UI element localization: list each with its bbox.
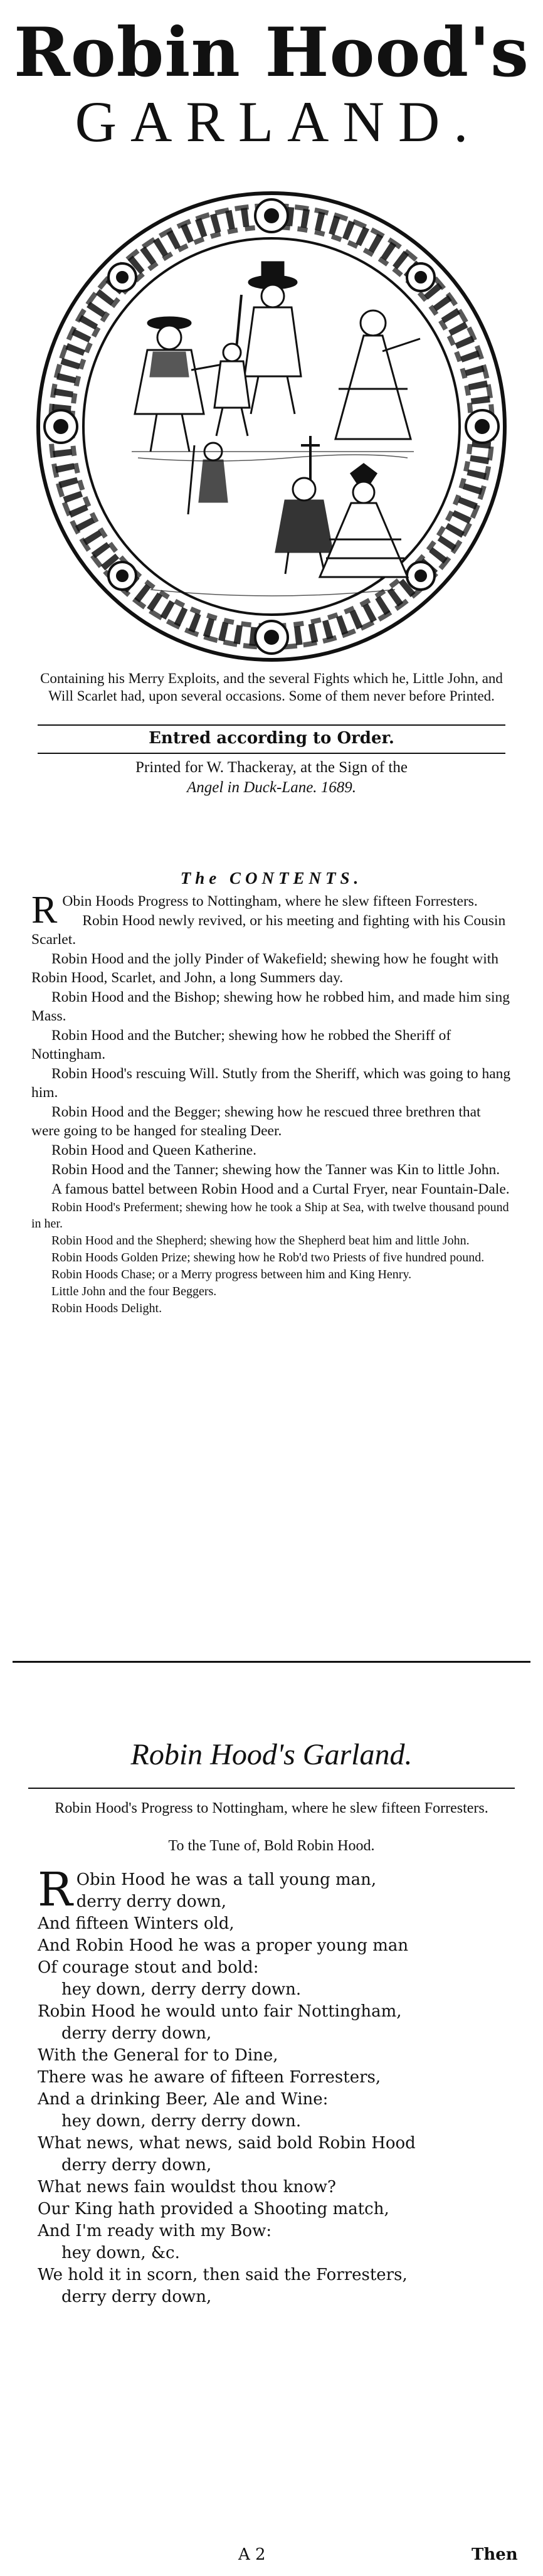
verse-line: What news, what news, said bold Robin Hood xyxy=(38,2134,416,2153)
verse-line: Our King hath provided a Shooting match, xyxy=(38,2200,389,2218)
ballad-title-rule xyxy=(28,1788,515,1789)
title-description: Containing his Merry Exploits, and the several Fights which he, Little John, and Will Scarlet had, upon several occasions. Some of them never before Printed. xyxy=(40,671,503,704)
contents-entry-small: Robin Hood and the Shepherd; shewing how the Shepherd beat him and little John. xyxy=(51,1234,470,1248)
contents-entry: A famous battel between Robin Hood and a Curtal Fryer, near Fountain-Dale. xyxy=(51,1181,510,1197)
contents-entry: R Obin Hoods Progress to Nottingham, where he slew fifteen Forresters. xyxy=(31,889,478,931)
ballad-subtitle: Robin Hood's Progress to Nottingham, where he slew fifteen Forresters. xyxy=(55,1800,488,1816)
imprint-line-1: Printed for W. Thackeray, at the Sign of the xyxy=(135,759,408,776)
contents-section xyxy=(31,869,512,1317)
contents-entry: Robin Hood and the Bishop; shewing how he robbed him, and made him sing Mass. xyxy=(31,989,510,1024)
figure-dancer xyxy=(214,344,250,436)
rule-above-entered xyxy=(38,724,505,726)
verse-line: And Robin Hood he was a proper young man xyxy=(38,1936,409,1955)
figure-robin-hood xyxy=(135,317,226,452)
verse-line: derry derry down, xyxy=(61,2024,212,2043)
page-divider xyxy=(13,1661,530,1663)
ballad-title: Robin Hood's Garland. xyxy=(130,1738,413,1771)
entered-notice: Entred according to Order. xyxy=(149,729,394,748)
verse-line: With the General for to Dine, xyxy=(38,2046,278,2065)
contents-list xyxy=(31,889,512,1317)
contents-heading: The CONTENTS. xyxy=(180,869,363,888)
contents-entry-small: Robin Hoods Delight. xyxy=(51,1301,162,1315)
imprint xyxy=(38,758,505,798)
scene-figures xyxy=(132,262,420,596)
figure-maid xyxy=(335,310,420,439)
title-line-1: Robin Hood's xyxy=(14,13,529,92)
verse-line: Of courage stout and bold: xyxy=(38,1958,259,1977)
verse-refrain: hey down, derry derry down. xyxy=(61,2112,302,2131)
verse-line: R Obin Hood he was a tall young man, xyxy=(38,1863,377,1917)
contents-entry: Robin Hood and Queen Katherine. xyxy=(51,1142,256,1158)
contents-entry: Robin Hood and the Butcher; shewing how he robbed the Sheriff of Nottingham. xyxy=(31,1027,451,1063)
signature-mark: A 2 xyxy=(238,2545,266,2564)
contents-entry: Robin Hood and the Tanner; shewing how the Tanner was Kin to little John. xyxy=(51,1162,500,1178)
contents-entry: Robin Hood and the jolly Pinder of Wakefield; shewing how he fought with Robin Hood, Scarlet, and John, a long Summers day. xyxy=(31,951,499,986)
verse-line: derry derry down, xyxy=(61,2156,212,2175)
verse-line: There was he aware of fifteen Forresters, xyxy=(38,2068,381,2087)
ballad-tune: To the Tune of, Bold Robin Hood. xyxy=(168,1838,375,1854)
ballad-verses xyxy=(38,1863,514,2308)
contents-entry: Robin Hood and the Begger; shewing how he rescued three brethren that were going to be hanged for stealing Deer. xyxy=(31,1104,481,1139)
contents-entry: Robin Hood newly revived, or his meeting and fighting with his Cousin Scarlet. xyxy=(31,913,506,948)
figure-queen xyxy=(320,464,408,577)
verse-line: derry derry down, xyxy=(61,2287,212,2306)
verse-line: derry derry down, xyxy=(76,1892,226,1911)
contents-entry-small: Little John and the four Beggers. xyxy=(51,1285,217,1298)
title-line-2: GARLAND. xyxy=(75,90,482,154)
imprint-line-2: Angel in Duck-Lane. 1689. xyxy=(186,779,357,796)
contents-entry-small: Robin Hoods Golden Prize; shewing how he Rob'd two Priests of five hundred pound. xyxy=(51,1251,485,1264)
contents-entry-small: Robin Hood's Preferment; shewing how he took a Ship at Sea, with twelve thousand pound in her. xyxy=(31,1201,509,1231)
ballad-initial: R xyxy=(38,1863,73,1917)
verse-line: And I'm ready with my Bow: xyxy=(38,2222,272,2240)
woodcut-illustration xyxy=(25,188,518,665)
verse-line: What news fain wouldst thou know? xyxy=(38,2178,336,2197)
contents-initial: R xyxy=(31,889,58,931)
rule-below-entered xyxy=(38,753,505,754)
verse-line: And a drinking Beer, Ale and Wine: xyxy=(38,2090,329,2109)
verse-line: Robin Hood he would unto fair Nottingham, xyxy=(38,2002,402,2021)
contents-entry-small: Robin Hoods Chase; or a Merry progress between him and King Henry. xyxy=(51,1268,412,1281)
catchword: Then xyxy=(472,2545,518,2564)
verse-line: We hold it in scorn, then said the Forresters, xyxy=(38,2266,408,2284)
contents-entry: Robin Hood's rescuing Will. Stutly from the Sheriff, which was going to hang him. xyxy=(31,1066,511,1101)
title-block xyxy=(0,13,543,154)
verse-refrain: hey down, derry derry down. xyxy=(61,1980,302,1999)
figure-beggar xyxy=(188,443,227,514)
verse-line: And fifteen Winters old, xyxy=(38,1914,235,1933)
verse-refrain: hey down, &c. xyxy=(61,2244,180,2262)
